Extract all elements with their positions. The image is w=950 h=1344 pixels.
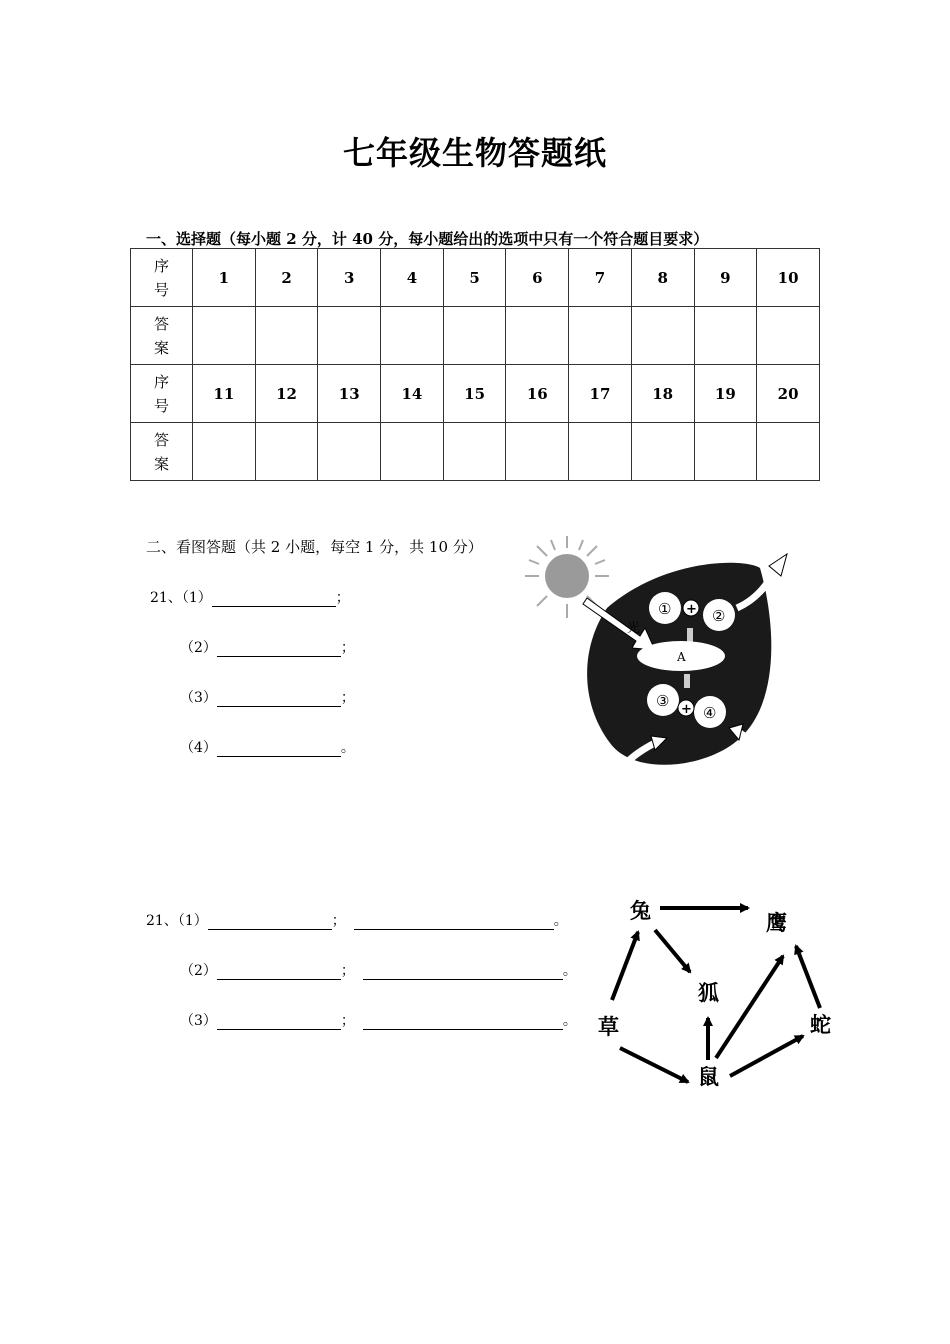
node-rabbit: 兔	[630, 899, 651, 923]
answer-cell[interactable]	[381, 307, 444, 365]
plus-sign: +	[686, 602, 697, 617]
q2-line-1: 21、（1） ； 。	[146, 913, 568, 929]
question-number: 16	[506, 365, 569, 423]
answer-cell[interactable]	[757, 307, 820, 365]
node-snake: 蛇	[810, 1013, 831, 1037]
answer-blank[interactable]	[208, 917, 332, 930]
circle-label: ③	[656, 692, 670, 710]
answer-blank[interactable]	[217, 694, 341, 707]
table-row	[131, 307, 820, 365]
answer-cell[interactable]	[318, 307, 381, 365]
question-number: 7	[569, 249, 632, 307]
section-1-heading: 一、选择题（每小题 2 分，计 40 分，每小题给出的选项中只有一个符合题目要求）	[146, 230, 709, 248]
question-number: 15	[443, 365, 506, 423]
question-number: 14	[381, 365, 444, 423]
plus-sign: +	[681, 702, 692, 717]
answer-cell[interactable]	[694, 423, 757, 481]
answer-cell[interactable]	[569, 307, 632, 365]
circle-label: ④	[703, 704, 717, 722]
question-number: 3	[318, 249, 381, 307]
answer-blank[interactable]	[217, 644, 341, 657]
answer-label: 答 案	[131, 423, 193, 481]
food-web-diagram	[590, 890, 850, 1100]
answer-cell[interactable]	[255, 307, 318, 365]
answer-table	[130, 248, 820, 481]
page-title: 七年级生物答题纸	[342, 134, 607, 172]
answer-blank[interactable]	[363, 967, 563, 980]
table-row	[131, 423, 820, 481]
answer-blank[interactable]	[217, 1017, 341, 1030]
answer-label: 答 案	[131, 307, 193, 365]
answer-cell[interactable]	[757, 423, 820, 481]
table-row	[131, 365, 820, 423]
answer-cell[interactable]	[569, 423, 632, 481]
leaf-diagram	[515, 528, 795, 788]
answer-cell[interactable]	[443, 307, 506, 365]
question-number: 17	[569, 365, 632, 423]
q2-line-2: （2） ； 。	[180, 963, 577, 979]
node-fox: 狐	[698, 981, 719, 1005]
seq-label: 序 号	[131, 249, 193, 307]
question-number: 8	[631, 249, 694, 307]
question-number: 19	[694, 365, 757, 423]
answer-cell[interactable]	[255, 423, 318, 481]
light-label: 光	[627, 621, 641, 636]
question-number: 18	[631, 365, 694, 423]
question-number: 13	[318, 365, 381, 423]
question-number: 6	[506, 249, 569, 307]
answer-cell[interactable]	[443, 423, 506, 481]
question-number: 5	[443, 249, 506, 307]
q1-line-1: 21、（1） ；	[150, 590, 350, 606]
center-label: A	[677, 650, 686, 664]
q1-line-3: （3） ；	[180, 690, 355, 706]
question-number: 20	[757, 365, 820, 423]
question-number: 1	[193, 249, 256, 307]
answer-cell[interactable]	[381, 423, 444, 481]
answer-cell[interactable]	[193, 423, 256, 481]
question-number: 12	[255, 365, 318, 423]
node-eagle: 鹰	[766, 911, 787, 935]
q1-line-4: （4） 。	[180, 740, 355, 756]
answer-cell[interactable]	[506, 423, 569, 481]
section-2-heading: 二、看图答题（共 2 小题，每空 1 分，共 10 分）	[146, 538, 483, 556]
answer-cell[interactable]	[506, 307, 569, 365]
in-arrow-right	[729, 724, 783, 778]
answer-cell[interactable]	[694, 307, 757, 365]
node-grass: 草	[598, 1015, 619, 1039]
q1-line-2: （2） ；	[180, 640, 355, 656]
answer-cell[interactable]	[631, 307, 694, 365]
answer-blank[interactable]	[363, 1017, 563, 1030]
circle-label: ①	[658, 600, 672, 618]
table-row	[131, 249, 820, 307]
answer-cell[interactable]	[193, 307, 256, 365]
answer-blank[interactable]	[217, 967, 341, 980]
answer-blank[interactable]	[217, 744, 341, 757]
q2-line-3: （3） ； 。	[180, 1013, 577, 1029]
answer-blank[interactable]	[212, 594, 336, 607]
answer-blank[interactable]	[354, 917, 554, 930]
answer-cell[interactable]	[631, 423, 694, 481]
question-number: 11	[193, 365, 256, 423]
circle-label: ②	[712, 607, 726, 625]
seq-label: 序 号	[131, 365, 193, 423]
question-number: 4	[381, 249, 444, 307]
question-number: 9	[694, 249, 757, 307]
node-mouse: 鼠	[698, 1065, 719, 1089]
question-number: 2	[255, 249, 318, 307]
question-number: 10	[757, 249, 820, 307]
answer-cell[interactable]	[318, 423, 381, 481]
